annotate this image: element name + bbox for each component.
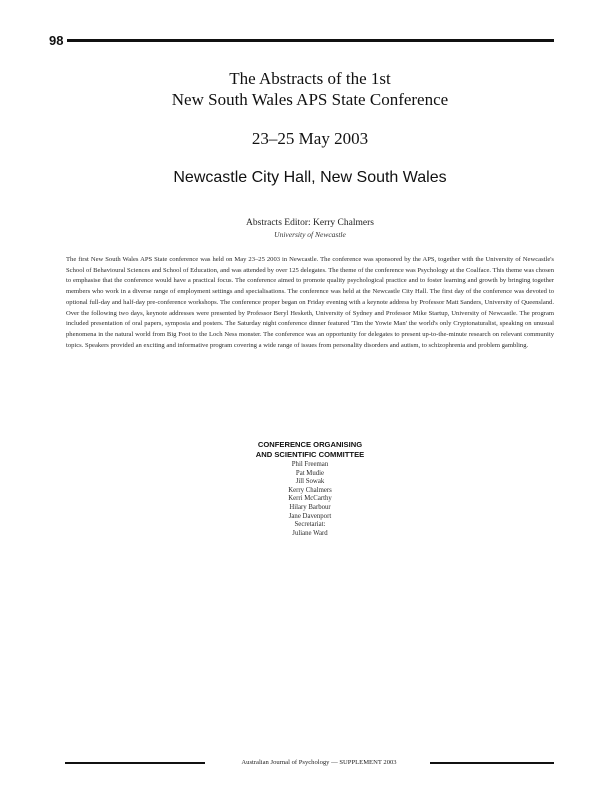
footer-rule-left [65, 762, 205, 764]
abstract-paragraph: The first New South Wales APS State conference was held on May 23–25 2003 in Newcastle. The conference was sponsored by the APS, together with the University of Newcastle's School of Behavioural Sciences and School of Education, and was attended by over 125 delegates. The theme of the conference was Psychology at the Coalface. This theme was chosen to emphasise that the conference would have a practical focus. The conference aimed to promote quality psychological practice and to foster learning and growth by bringing together members who work in a diverse range of employment settings and specialisations. The conference was held at the Newcastle City Hall. The first day of the conference was devoted to optional full-day and half-day pre-conference workshops. The conference proper began on Friday evening with a keynote address by Professor Matt Sanders, University of Queensland. Over the following two days, keynote addresses were presented by Professor Beryl Hesketh, University of Sydney and Professor Mike Startup, University of Newcastle. The program included presentation of oral papers, symposia and posters. The Saturday night conference dinner featured 'Tim the Yowie Man' the world's only Cryptonaturalist, speaking on unusual phenomena in the natural world from Big Foot to the Loch Ness monster. The conference was an opportunity for delegates to present up-to-the-minute research on relevant community topics. Speakers provided an exciting and informative program covering a wide range of issues from personality disorders and autism, to schizophrenia and problem gambling. [66, 256, 554, 349]
committee-secretariat-label: Secretariat: [294, 521, 326, 529]
committee-member: Kerry Chalmers [288, 486, 332, 494]
footer-rule-right [430, 762, 554, 764]
top-rule [67, 39, 554, 42]
editor-block [150, 218, 470, 239]
committee-member: Jill Sowak [295, 478, 325, 486]
committee-list [200, 461, 420, 538]
editor-affiliation: University of Newcastle [274, 230, 346, 239]
committee-member: Juliane Ward [292, 529, 328, 537]
page-number: 98 [49, 33, 64, 48]
committee-block [200, 440, 420, 538]
committee-member: Hilary Barbour [289, 503, 331, 511]
title-line-1: The Abstracts of the 1st [229, 69, 391, 88]
title-line-2: New South Wales APS State Conference [171, 90, 449, 109]
committee-heading-line-2: AND SCIENTIFIC COMMITTEE [255, 449, 365, 459]
committee-heading-line-1: CONFERENCE ORGANISING [257, 440, 363, 449]
conference-venue: Newcastle City Hall, New South Wales [173, 169, 447, 186]
journal-footer-text: Australian Journal of Psychology — SUPPLEMENT 2003 [241, 759, 397, 766]
title-block [60, 68, 560, 187]
committee-member: Phil Freeman [291, 461, 329, 468]
committee-member: Jane Davenport [288, 512, 332, 520]
committee-member: Kerri McCarthy [288, 495, 332, 503]
abstracts-editor: Abstracts Editor: Kerry Chalmers [246, 218, 374, 228]
page-footer [65, 757, 554, 769]
conference-dates: 23–25 May 2003 [251, 129, 369, 148]
committee-member: Pat Mudie [295, 469, 325, 477]
